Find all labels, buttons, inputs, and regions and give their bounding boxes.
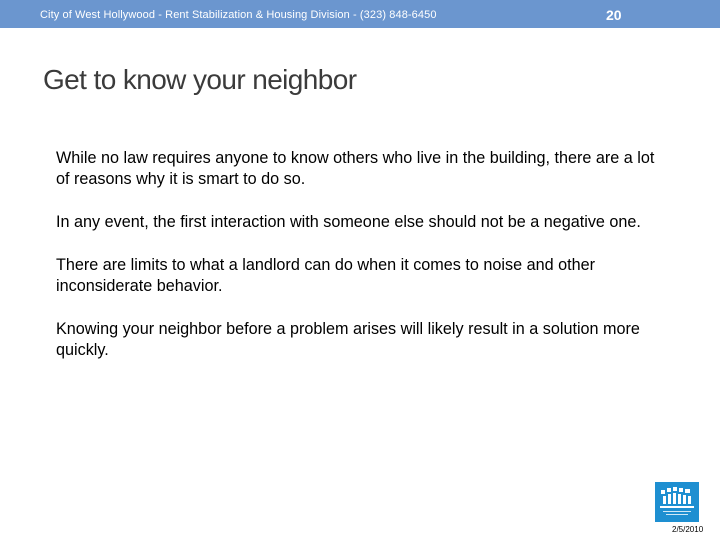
slide-date: 2/5/2010 <box>672 525 704 534</box>
header-contact-text: City of West Hollywood - Rent Stabilization & Housing Division - (323) 848-6450 <box>40 9 437 21</box>
body-paragraph-3: There are limits to what a landlord can do when it comes to noise and other inconsiderate behavior. <box>56 256 595 295</box>
slide-title: Get to know your neighbor <box>43 64 357 95</box>
page-number: 20 <box>606 7 622 23</box>
city-seal-logo-icon <box>655 482 699 522</box>
body-paragraph-1: While no law requires anyone to know others who live in the building, there are a lot of reasons why it is smart to do so. <box>56 149 655 188</box>
header-bar <box>0 0 720 28</box>
body-paragraph-4: Knowing your neighbor before a problem arises will likely result in a solution more quickly. <box>56 320 640 359</box>
body-paragraph-2: In any event, the first interaction with someone else should not be a negative one. <box>56 213 641 231</box>
body-text <box>56 148 666 383</box>
